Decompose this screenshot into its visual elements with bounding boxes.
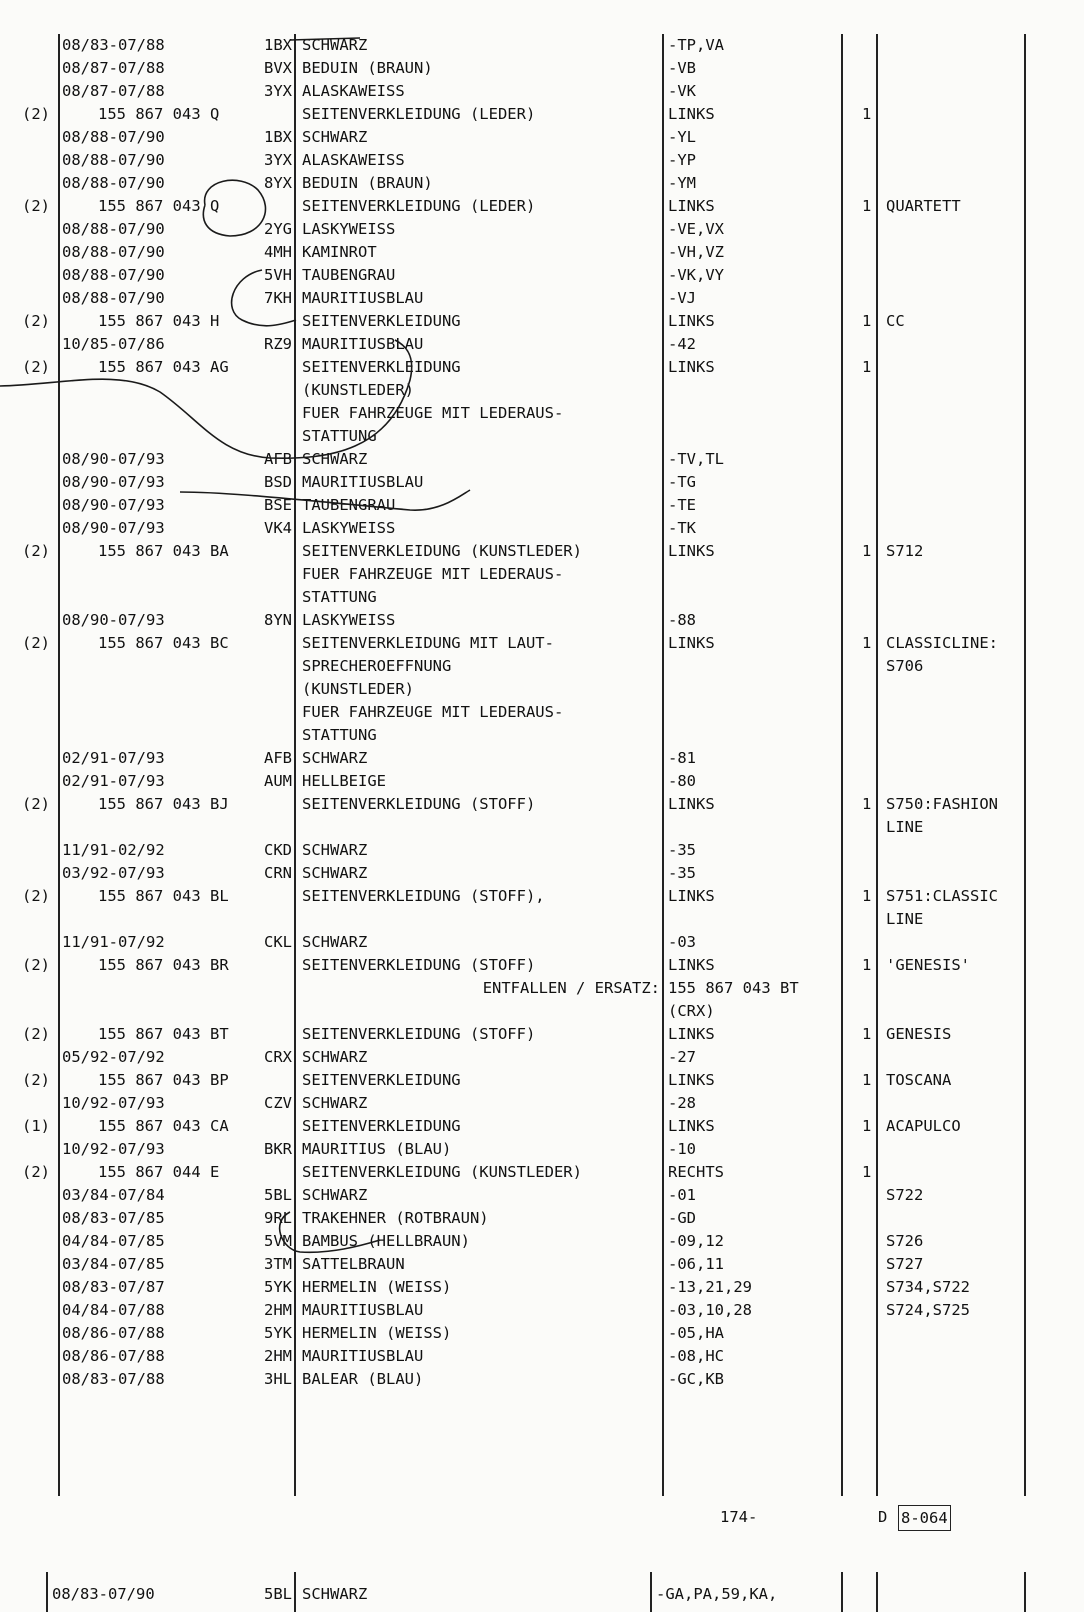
quantity: 1 (862, 197, 872, 215)
bottom-date: 08/83-07/90 (52, 1585, 155, 1603)
date-range: 08/88-07/90 (62, 151, 165, 169)
date-range: 08/88-07/90 (62, 266, 165, 284)
group-marker: (2) (22, 1025, 50, 1043)
remark: GENESIS (886, 1025, 952, 1043)
description: SEITENVERKLEIDUNG (302, 1071, 461, 1089)
description: SCHWARZ (302, 1048, 368, 1066)
remark: S751:CLASSIC (886, 887, 998, 905)
value: -VB (668, 59, 696, 77)
group-marker: (2) (22, 1071, 50, 1089)
color-code: 4MH (264, 243, 292, 261)
description: SCHWARZ (302, 450, 368, 468)
description: MAURITIUSBLAU (302, 1301, 424, 1319)
remark: S706 (886, 657, 924, 675)
description: SEITENVERKLEIDUNG (302, 1117, 461, 1135)
quantity: 1 (862, 887, 872, 905)
description: STATTUNG (302, 588, 377, 606)
remark: S724,S725 (886, 1301, 970, 1319)
value: -GD (668, 1209, 696, 1227)
color-code: 1BX (264, 128, 292, 146)
group-marker: (2) (22, 197, 50, 215)
remark: S750:FASHION (886, 795, 998, 813)
date-range: 08/90-07/93 (62, 611, 165, 629)
value: -03 (668, 933, 696, 951)
value: -05,HA (668, 1324, 724, 1342)
part-number: 155 867 043 AG (98, 358, 229, 376)
value: -TK (668, 519, 696, 537)
value: LINKS (668, 795, 715, 813)
color-code: 5BL (264, 1186, 292, 1204)
description: SATTELBRAUN (302, 1255, 405, 1273)
description: ALASKAWEISS (302, 151, 405, 169)
remark: S712 (886, 542, 924, 560)
color-code: 8YX (264, 174, 292, 192)
date-range: 02/91-07/93 (62, 749, 165, 767)
value: -35 (668, 864, 696, 882)
part-number: 155 867 043 BA (98, 542, 229, 560)
color-code: CKD (264, 841, 292, 859)
page-number: 174- (720, 1508, 758, 1526)
value: -01 (668, 1186, 696, 1204)
description: HELLBEIGE (302, 772, 386, 790)
date-range: 03/92-07/93 (62, 864, 165, 882)
date-range: 11/91-07/92 (62, 933, 165, 951)
color-code: 7KH (264, 289, 292, 307)
color-code: AFB (264, 749, 292, 767)
catalog-code: 8-064 (898, 1505, 951, 1531)
remark: S734,S722 (886, 1278, 970, 1296)
group-marker: (2) (22, 358, 50, 376)
description: MAURITIUSBLAU (302, 335, 424, 353)
value: -80 (668, 772, 696, 790)
color-code: 1BX (264, 36, 292, 54)
description: SCHWARZ (302, 841, 368, 859)
value: -TP,VA (668, 36, 724, 54)
value: -42 (668, 335, 696, 353)
description: SEITENVERKLEIDUNG (302, 312, 461, 330)
value: -06,11 (668, 1255, 724, 1273)
group-marker: (1) (22, 1117, 50, 1135)
quantity: 1 (862, 1071, 872, 1089)
date-range: 08/88-07/90 (62, 128, 165, 146)
description: BEDUIN (BRAUN) (302, 59, 433, 77)
remark: CC (886, 312, 905, 330)
description: ALASKAWEISS (302, 82, 405, 100)
value: LINKS (668, 105, 715, 123)
value: -81 (668, 749, 696, 767)
value: LINKS (668, 634, 715, 652)
date-range: 11/91-02/92 (62, 841, 165, 859)
value: -YL (668, 128, 696, 146)
quantity: 1 (862, 105, 872, 123)
value: LINKS (668, 542, 715, 560)
description: LASKYWEISS (302, 220, 396, 238)
color-code: CRX (264, 1048, 292, 1066)
part-number: 155 867 043 BJ (98, 795, 229, 813)
quantity: 1 (862, 358, 872, 376)
description: (KUNSTLEDER) (302, 680, 414, 698)
color-code: CRN (264, 864, 292, 882)
description: BAMBUS (HELLBRAUN) (302, 1232, 470, 1250)
part-number: 155 867 043 BR (98, 956, 229, 974)
value: -VJ (668, 289, 696, 307)
remark: ACAPULCO (886, 1117, 961, 1135)
color-code: 5VH (264, 266, 292, 284)
date-range: 08/86-07/88 (62, 1324, 165, 1342)
description: SEITENVERKLEIDUNG (KUNSTLEDER) (302, 542, 582, 560)
remark: S726 (886, 1232, 924, 1250)
date-range: 10/92-07/93 (62, 1094, 165, 1112)
value: LINKS (668, 1025, 715, 1043)
description: SCHWARZ (302, 36, 368, 54)
description: HERMELIN (WEISS) (302, 1324, 452, 1342)
date-range: 08/86-07/88 (62, 1347, 165, 1365)
description: SCHWARZ (302, 1186, 368, 1204)
color-code: AFB (264, 450, 292, 468)
color-code: 5YK (264, 1324, 292, 1342)
part-number: 155 867 043 BC (98, 634, 229, 652)
value: -TV,TL (668, 450, 724, 468)
value: -28 (668, 1094, 696, 1112)
value: -YP (668, 151, 696, 169)
value: -VK,VY (668, 266, 724, 284)
part-number: 155 867 043 BP (98, 1071, 229, 1089)
value: -VE,VX (668, 220, 724, 238)
date-range: 08/83-07/85 (62, 1209, 165, 1227)
part-number: 155 867 043 Q (98, 105, 220, 123)
value: LINKS (668, 887, 715, 905)
part-number: 155 867 043 BL (98, 887, 229, 905)
description-right: ENTFALLEN / ERSATZ: (482, 979, 660, 997)
value: -35 (668, 841, 696, 859)
group-marker: (2) (22, 1163, 50, 1181)
description: MAURITIUSBLAU (302, 1347, 424, 1365)
part-number: 155 867 043 CA (98, 1117, 229, 1135)
color-code: 8YN (264, 611, 292, 629)
description: FUER FAHRZEUGE MIT LEDERAUS- (302, 404, 564, 422)
value: -TE (668, 496, 696, 514)
date-range: 08/83-07/87 (62, 1278, 165, 1296)
date-range: 03/84-07/85 (62, 1255, 165, 1273)
value: -27 (668, 1048, 696, 1066)
color-code: BSD (264, 473, 292, 491)
group-marker: (2) (22, 887, 50, 905)
value: (CRX) (668, 1002, 715, 1020)
value: LINKS (668, 956, 715, 974)
color-code: BSE (264, 496, 292, 514)
date-range: 10/92-07/93 (62, 1140, 165, 1158)
quantity: 1 (862, 542, 872, 560)
description: (KUNSTLEDER) (302, 381, 414, 399)
color-code: 5YK (264, 1278, 292, 1296)
group-marker: (2) (22, 542, 50, 560)
color-code: 3HL (264, 1370, 292, 1388)
date-range: 08/88-07/90 (62, 243, 165, 261)
description: MAURITIUSBLAU (302, 473, 424, 491)
bottom-desc: SCHWARZ (302, 1585, 368, 1603)
description: SCHWARZ (302, 864, 368, 882)
pen-circle-mark (203, 180, 265, 236)
date-range: 03/84-07/84 (62, 1186, 165, 1204)
remark: S727 (886, 1255, 924, 1273)
color-code: BKR (264, 1140, 292, 1158)
description: SEITENVERKLEIDUNG MIT LAUT- (302, 634, 554, 652)
description: SEITENVERKLEIDUNG (LEDER) (302, 105, 536, 123)
value: LINKS (668, 197, 715, 215)
color-code: VK4 (264, 519, 292, 537)
description: SEITENVERKLEIDUNG (STOFF) (302, 956, 536, 974)
description: STATTUNG (302, 427, 377, 445)
remark: LINE (886, 818, 924, 836)
remark: S722 (886, 1186, 924, 1204)
description: SCHWARZ (302, 749, 368, 767)
part-number: 155 867 043 Q (98, 197, 220, 215)
value: -09,12 (668, 1232, 724, 1250)
description: LASKYWEISS (302, 519, 396, 537)
date-range: 08/83-07/88 (62, 1370, 165, 1388)
description: STATTUNG (302, 726, 377, 744)
color-code: 3TM (264, 1255, 292, 1273)
value: -VK (668, 82, 696, 100)
bottom-code: 5BL (264, 1585, 292, 1603)
value: -13,21,29 (668, 1278, 752, 1296)
value: 155 867 043 BT (668, 979, 799, 997)
date-range: 08/90-07/93 (62, 450, 165, 468)
quantity: 1 (862, 956, 872, 974)
bottom-value: -GA,PA,59,KA, (656, 1585, 778, 1603)
description: HERMELIN (WEISS) (302, 1278, 452, 1296)
catalog-code-prefix: D (878, 1508, 888, 1526)
value: LINKS (668, 358, 715, 376)
value: RECHTS (668, 1163, 724, 1181)
quantity: 1 (862, 634, 872, 652)
pen-arc-mark (232, 270, 296, 326)
pen-curve-mark (0, 340, 412, 458)
color-code: 2HM (264, 1301, 292, 1319)
group-marker: (2) (22, 312, 50, 330)
value: -GC,KB (668, 1370, 724, 1388)
description: SEITENVERKLEIDUNG (302, 358, 461, 376)
quantity: 1 (862, 1117, 872, 1135)
color-code: AUM (264, 772, 292, 790)
description: BALEAR (BLAU) (302, 1370, 424, 1388)
date-range: 08/87-07/88 (62, 59, 165, 77)
value: LINKS (668, 1071, 715, 1089)
group-marker: (2) (22, 105, 50, 123)
value: LINKS (668, 1117, 715, 1135)
remark: CLASSICLINE: (886, 634, 998, 652)
quantity: 1 (862, 1025, 872, 1043)
value: -03,10,28 (668, 1301, 752, 1319)
description: SEITENVERKLEIDUNG (STOFF) (302, 795, 536, 813)
group-marker: (2) (22, 795, 50, 813)
color-code: 2HM (264, 1347, 292, 1365)
color-code: CZV (264, 1094, 292, 1112)
date-range: 10/85-07/86 (62, 335, 165, 353)
description: SEITENVERKLEIDUNG (STOFF), (302, 887, 545, 905)
group-marker: (2) (22, 956, 50, 974)
remark: 'GENESIS' (886, 956, 970, 974)
description: SEITENVERKLEIDUNG (LEDER) (302, 197, 536, 215)
color-code: 3YX (264, 151, 292, 169)
color-code: 2YG (264, 220, 292, 238)
part-number: 155 867 043 H (98, 312, 220, 330)
description: SPRECHEROEFFNUNG (302, 657, 452, 675)
color-code: 5VM (264, 1232, 292, 1250)
description: FUER FAHRZEUGE MIT LEDERAUS- (302, 565, 564, 583)
date-range: 08/88-07/90 (62, 289, 165, 307)
description: SCHWARZ (302, 1094, 368, 1112)
remark: TOSCANA (886, 1071, 952, 1089)
date-range: 08/90-07/93 (62, 519, 165, 537)
description: SEITENVERKLEIDUNG (KUNSTLEDER) (302, 1163, 582, 1181)
part-number: 155 867 044 E (98, 1163, 220, 1181)
description: MAURITIUSBLAU (302, 289, 424, 307)
remark: QUARTETT (886, 197, 961, 215)
date-range: 08/87-07/88 (62, 82, 165, 100)
date-range: 04/84-07/85 (62, 1232, 165, 1250)
description: TAUBENGRAU (302, 496, 396, 514)
color-code: CKL (264, 933, 292, 951)
date-range: 08/90-07/93 (62, 473, 165, 491)
value: LINKS (668, 312, 715, 330)
description: TAUBENGRAU (302, 266, 396, 284)
value: -YM (668, 174, 696, 192)
date-range: 04/84-07/88 (62, 1301, 165, 1319)
description: TRAKEHNER (ROTBRAUN) (302, 1209, 489, 1227)
color-code: 3YX (264, 82, 292, 100)
date-range: 08/90-07/93 (62, 496, 165, 514)
date-range: 08/88-07/90 (62, 220, 165, 238)
quantity: 1 (862, 795, 872, 813)
pen-tick-mark (290, 38, 360, 40)
value: -10 (668, 1140, 696, 1158)
pen-circle-mark (280, 1212, 380, 1252)
quantity: 1 (862, 312, 872, 330)
color-code: RZ9 (264, 335, 292, 353)
value: -VH,VZ (668, 243, 724, 261)
value: -88 (668, 611, 696, 629)
description: FUER FAHRZEUGE MIT LEDERAUS- (302, 703, 564, 721)
description: SCHWARZ (302, 933, 368, 951)
description: MAURITIUS (BLAU) (302, 1140, 452, 1158)
date-range: 02/91-07/93 (62, 772, 165, 790)
remark: LINE (886, 910, 924, 928)
group-marker: (2) (22, 634, 50, 652)
description: KAMINROT (302, 243, 377, 261)
value: -08,HC (668, 1347, 724, 1365)
date-range: 05/92-07/92 (62, 1048, 165, 1066)
description: BEDUIN (BRAUN) (302, 174, 433, 192)
description: SEITENVERKLEIDUNG (STOFF) (302, 1025, 536, 1043)
pen-line-mark (180, 490, 470, 510)
description: LASKYWEISS (302, 611, 396, 629)
description: SCHWARZ (302, 128, 368, 146)
part-number: 155 867 043 BT (98, 1025, 229, 1043)
color-code: BVX (264, 59, 292, 77)
value: -TG (668, 473, 696, 491)
color-code: 9RL (264, 1209, 292, 1227)
date-range: 08/83-07/88 (62, 36, 165, 54)
quantity: 1 (862, 1163, 872, 1181)
date-range: 08/88-07/90 (62, 174, 165, 192)
